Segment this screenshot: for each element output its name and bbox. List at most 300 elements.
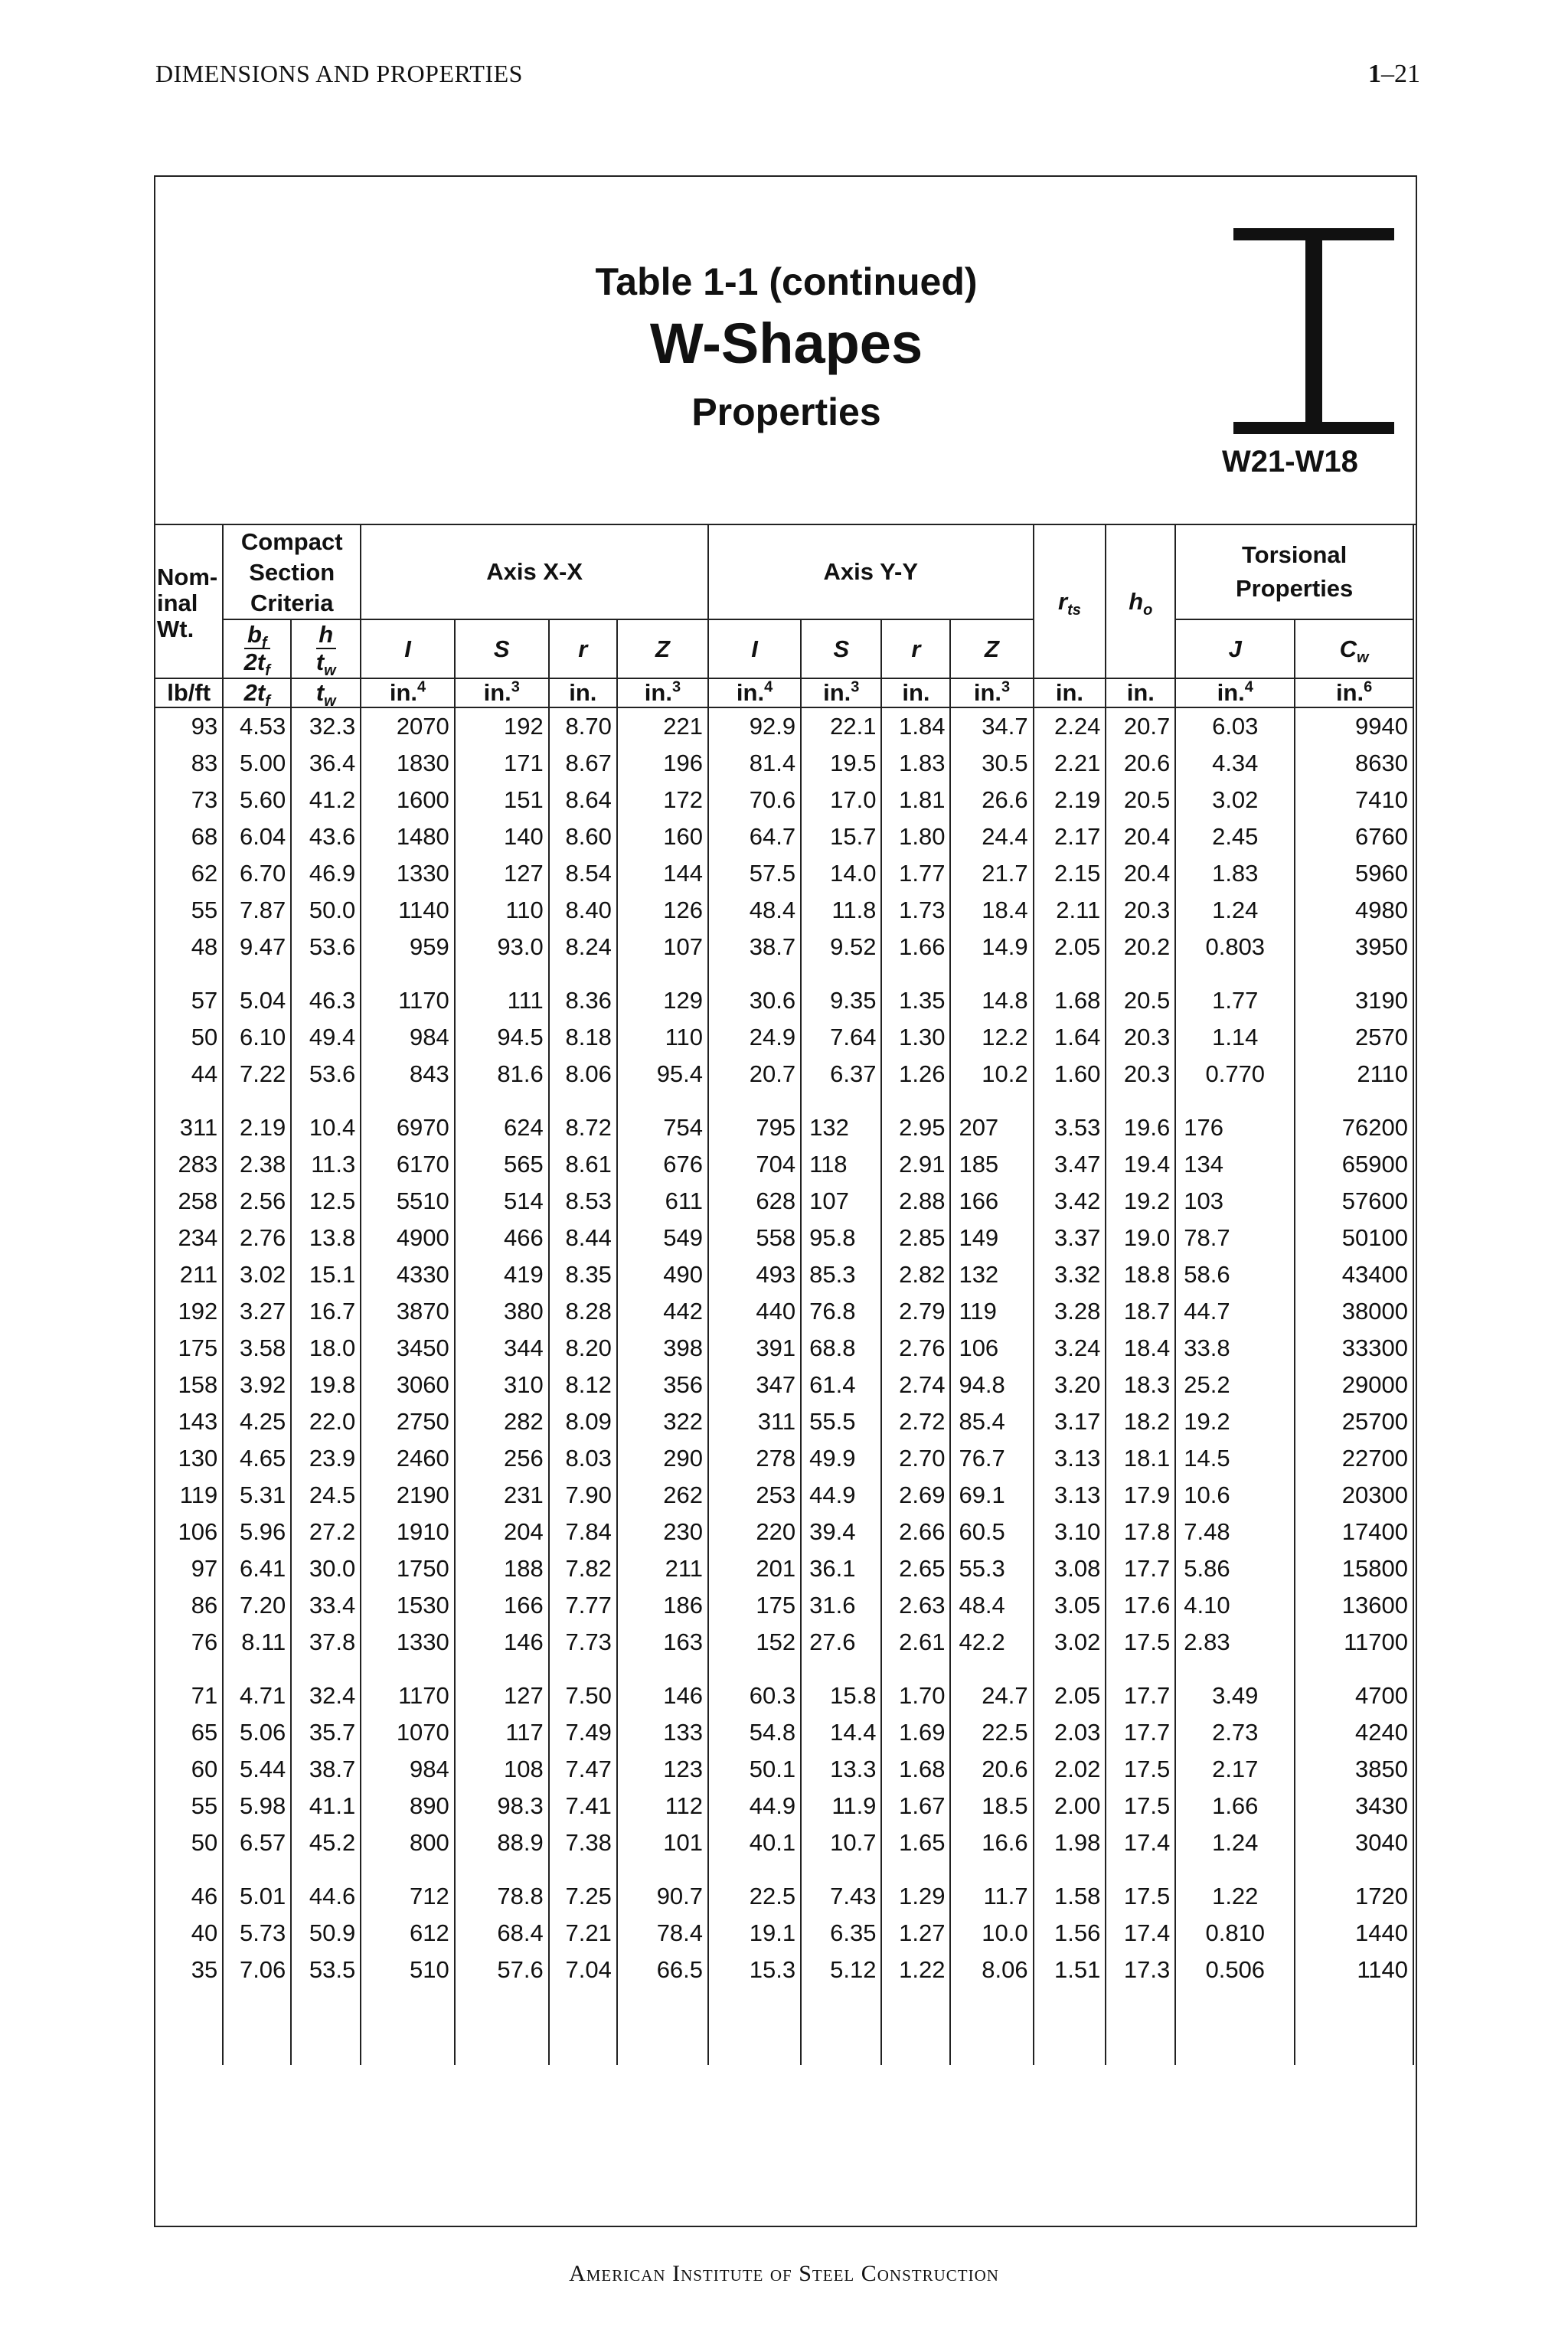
table-cell: 1.27 xyxy=(881,1915,950,1952)
table-cell: 6170 xyxy=(361,1146,455,1183)
table-cell: 76.8 xyxy=(801,1293,881,1330)
table-row xyxy=(155,1788,1413,1824)
table-cell: 44 xyxy=(155,1056,223,1093)
table-row xyxy=(155,818,1413,855)
axis-yy-header: Axis Y-Y xyxy=(708,524,1034,619)
table-cell: 17.7 xyxy=(1106,1714,1175,1751)
table-cell: 33.4 xyxy=(291,1587,361,1624)
table-cell: 15.3 xyxy=(708,1952,801,1988)
table-cell: 466 xyxy=(455,1220,549,1256)
cw-symbol: C xyxy=(1339,635,1357,662)
table-cell: 21.7 xyxy=(950,855,1033,892)
table-cell: 2.38 xyxy=(223,1146,291,1183)
table-cell: 127 xyxy=(455,1677,549,1714)
table-cell: 68.8 xyxy=(801,1330,881,1367)
table-cell: 204 xyxy=(455,1514,549,1550)
table-cell: 110 xyxy=(617,1019,708,1056)
table-row xyxy=(155,1514,1413,1550)
table-cell: 3.17 xyxy=(1034,1403,1106,1440)
properties-table xyxy=(154,524,1414,2065)
table-cell: 17.7 xyxy=(1106,1677,1175,1714)
table-cell: 44.9 xyxy=(801,1477,881,1514)
table-cell: 7.06 xyxy=(223,1952,291,1988)
table-cell: 7410 xyxy=(1295,782,1413,818)
table-cell: 132 xyxy=(950,1256,1033,1293)
table-cell: 81.4 xyxy=(708,745,801,782)
table-cell: 5.44 xyxy=(223,1751,291,1788)
table-cell: 20.3 xyxy=(1106,1056,1175,1093)
table-cell: 712 xyxy=(361,1878,455,1915)
table-number: Table 1-1 (continued) xyxy=(595,260,978,303)
table-cell: 46.3 xyxy=(291,982,361,1019)
table-cell: 4.53 xyxy=(223,707,291,745)
table-cell: 78.7 xyxy=(1175,1220,1295,1256)
tw-subscript: w xyxy=(324,662,336,678)
table-cell: 8.06 xyxy=(950,1952,1033,1988)
table-cell: 93 xyxy=(155,707,223,745)
table-cell: 611 xyxy=(617,1183,708,1220)
table-cell: 843 xyxy=(361,1056,455,1093)
table-cell: 2.69 xyxy=(881,1477,950,1514)
table-cell: 13.3 xyxy=(801,1751,881,1788)
table-cell: 18.2 xyxy=(1106,1403,1175,1440)
table-cell: 3.13 xyxy=(1034,1440,1106,1477)
table-cell: 8.60 xyxy=(549,818,617,855)
table-row xyxy=(155,855,1413,892)
table-cell: 2460 xyxy=(361,1440,455,1477)
table-cell: 8.61 xyxy=(549,1146,617,1183)
table-cell: 22700 xyxy=(1295,1440,1413,1477)
table-cell: 2.21 xyxy=(1034,745,1106,782)
unit-cell: in. xyxy=(549,678,617,707)
table-cell: 71 xyxy=(155,1677,223,1714)
table-cell: 3450 xyxy=(361,1330,455,1367)
table-cell: 38000 xyxy=(1295,1293,1413,1330)
table-cell: 44.7 xyxy=(1175,1293,1295,1330)
table-cell: 146 xyxy=(455,1624,549,1661)
table-cell: 2.19 xyxy=(1034,782,1106,818)
table-cell: 118 xyxy=(801,1146,881,1183)
table-cell: 9.35 xyxy=(801,982,881,1019)
publisher-footer: American Institute of Steel Construction xyxy=(569,2261,999,2286)
table-cell: 1530 xyxy=(361,1587,455,1624)
unit-cell: in.$^6$ xyxy=(1295,678,1413,707)
table-cell: 163 xyxy=(617,1624,708,1661)
table-cell: 160 xyxy=(617,818,708,855)
table-cell: 231 xyxy=(455,1477,549,1514)
table-cell: 1910 xyxy=(361,1514,455,1550)
table-cell: 2.72 xyxy=(881,1403,950,1440)
table-cell: 10.4 xyxy=(291,1109,361,1146)
table-cell: 2.85 xyxy=(881,1220,950,1256)
table-cell: 34.7 xyxy=(950,707,1033,745)
table-cell: 2.61 xyxy=(881,1624,950,1661)
table-cell: 2.03 xyxy=(1034,1714,1106,1751)
unit-cell: in.$^3$ xyxy=(950,678,1033,707)
table-row xyxy=(155,1146,1413,1183)
table-cell: 86 xyxy=(155,1587,223,1624)
table-cell: 221 xyxy=(617,707,708,745)
table-cell: 50.1 xyxy=(708,1751,801,1788)
table-cell: 2.24 xyxy=(1034,707,1106,745)
table-cell: 9.52 xyxy=(801,929,881,965)
table-cell: 3.37 xyxy=(1034,1220,1106,1256)
table-cell: 20.4 xyxy=(1106,855,1175,892)
table-cell: 1.80 xyxy=(881,818,950,855)
table-cell: 2.05 xyxy=(1034,1677,1106,1714)
table-cell: 493 xyxy=(708,1256,801,1293)
table-cell: 7.47 xyxy=(549,1751,617,1788)
table-cell: 11.9 xyxy=(801,1788,881,1824)
table-cell: 1.84 xyxy=(881,707,950,745)
table-row xyxy=(155,1878,1413,1915)
bf-symbol: b xyxy=(247,621,262,648)
unit-cell: in.$^3$ xyxy=(801,678,881,707)
table-cell: 8.20 xyxy=(549,1330,617,1367)
table-cell: 612 xyxy=(361,1915,455,1952)
table-cell: 83 xyxy=(155,745,223,782)
table-cell: 39.4 xyxy=(801,1514,881,1550)
table-cell: 440 xyxy=(708,1293,801,1330)
table-row xyxy=(155,1440,1413,1477)
table-row xyxy=(155,707,1413,745)
table-end-padding xyxy=(155,1988,1413,2065)
table-cell: 3.13 xyxy=(1034,1477,1106,1514)
table-cell: 5.12 xyxy=(801,1952,881,1988)
table-cell: 32.3 xyxy=(291,707,361,745)
table-cell: 73 xyxy=(155,782,223,818)
table-row xyxy=(155,1256,1413,1293)
h-tw-header xyxy=(291,619,361,678)
table-cell: 24.4 xyxy=(950,818,1033,855)
nominal-header-l1: Nom- xyxy=(157,563,218,590)
table-cell: 1170 xyxy=(361,982,455,1019)
table-cell: 1.24 xyxy=(1175,892,1295,929)
table-cell: 7.20 xyxy=(223,1587,291,1624)
table-cell: 117 xyxy=(455,1714,549,1751)
table-cell: 112 xyxy=(617,1788,708,1824)
table-cell: 8.35 xyxy=(549,1256,617,1293)
table-cell: 53.5 xyxy=(291,1952,361,1988)
table-cell: 10.0 xyxy=(950,1915,1033,1952)
table-cell: 1.77 xyxy=(1175,982,1295,1019)
table-cell: 53.6 xyxy=(291,929,361,965)
table-cell: 1.83 xyxy=(881,745,950,782)
table-cell: 26.6 xyxy=(950,782,1033,818)
table-cell: 43400 xyxy=(1295,1256,1413,1293)
table-row xyxy=(155,1330,1413,1367)
table-cell: 1.29 xyxy=(881,1878,950,1915)
table-cell: 98.3 xyxy=(455,1788,549,1824)
table-cell: 17.6 xyxy=(1106,1587,1175,1624)
table-row xyxy=(155,745,1413,782)
table-cell: 36.4 xyxy=(291,745,361,782)
shape-range: W21-W18 xyxy=(1222,445,1358,479)
table-cell: 171 xyxy=(455,745,549,782)
table-cell: 2.66 xyxy=(881,1514,950,1550)
bf-2tf-header xyxy=(223,619,291,678)
table-cell: 7.73 xyxy=(549,1624,617,1661)
table-cell: 5.01 xyxy=(223,1878,291,1915)
table-cell: 50.9 xyxy=(291,1915,361,1952)
table-cell: 1.51 xyxy=(1034,1952,1106,1988)
table-cell: 185 xyxy=(950,1146,1033,1183)
zx-header: Z xyxy=(617,619,708,678)
table-cell: 19.1 xyxy=(708,1915,801,1952)
table-cell: 108 xyxy=(455,1751,549,1788)
table-cell: 140 xyxy=(455,818,549,855)
table-cell: 1.65 xyxy=(881,1824,950,1861)
table-cell: 50100 xyxy=(1295,1220,1413,1256)
table-cell: 311 xyxy=(155,1109,223,1146)
table-cell: 49.4 xyxy=(291,1019,361,1056)
table-row xyxy=(155,1367,1413,1403)
table-cell: 510 xyxy=(361,1952,455,1988)
table-row xyxy=(155,929,1413,965)
table-row xyxy=(155,1403,1413,1440)
table-cell: 4900 xyxy=(361,1220,455,1256)
ho-symbol: h xyxy=(1129,587,1144,615)
table-cell: 12.5 xyxy=(291,1183,361,1220)
table-cell: 31.6 xyxy=(801,1587,881,1624)
table-cell: 800 xyxy=(361,1824,455,1861)
table-cell: 7.04 xyxy=(549,1952,617,1988)
table-cell: 133 xyxy=(617,1714,708,1751)
table-cell: 81.6 xyxy=(455,1056,549,1093)
table-cell: 61.4 xyxy=(801,1367,881,1403)
table-cell: 20.4 xyxy=(1106,818,1175,855)
table-cell: 220 xyxy=(708,1514,801,1550)
table-row xyxy=(155,1915,1413,1952)
table-cell: 143 xyxy=(155,1403,223,1440)
table-cell: 3190 xyxy=(1295,982,1413,1019)
table-cell: 7.50 xyxy=(549,1677,617,1714)
table-cell: 36.1 xyxy=(801,1550,881,1587)
zy-header: Z xyxy=(950,619,1033,678)
table-cell: 57.5 xyxy=(708,855,801,892)
table-cell: 48.4 xyxy=(708,892,801,929)
table-cell: 8.70 xyxy=(549,707,617,745)
table-cell: 4980 xyxy=(1295,892,1413,929)
table-cell: 55 xyxy=(155,1788,223,1824)
table-cell: 8.67 xyxy=(549,745,617,782)
table-cell: 11700 xyxy=(1295,1624,1413,1661)
table-cell: 258 xyxy=(155,1183,223,1220)
table-cell: 676 xyxy=(617,1146,708,1183)
nominal-header-l2: inal xyxy=(157,589,198,616)
table-cell: 9940 xyxy=(1295,707,1413,745)
table-cell: 2.91 xyxy=(881,1146,950,1183)
table-cell: 7.21 xyxy=(549,1915,617,1952)
table-cell: 15.1 xyxy=(291,1256,361,1293)
table-cell: 17.5 xyxy=(1106,1878,1175,1915)
table-cell: 22.1 xyxy=(801,707,881,745)
table-cell: 7.43 xyxy=(801,1878,881,1915)
table-cell: 29000 xyxy=(1295,1367,1413,1403)
table-cell: 1140 xyxy=(1295,1952,1413,1988)
table-cell: 85.3 xyxy=(801,1256,881,1293)
table-cell: 1.81 xyxy=(881,782,950,818)
table-cell: 3.05 xyxy=(1034,1587,1106,1624)
table-cell: 20300 xyxy=(1295,1477,1413,1514)
table-cell: 30.0 xyxy=(291,1550,361,1587)
table-cell: 391 xyxy=(708,1330,801,1367)
table-cell: 78.8 xyxy=(455,1878,549,1915)
table-cell: 754 xyxy=(617,1109,708,1146)
table-cell: 7.48 xyxy=(1175,1514,1295,1550)
rts-symbol: r xyxy=(1058,587,1068,615)
sy-header: S xyxy=(801,619,881,678)
table-cell: 2.74 xyxy=(881,1367,950,1403)
table-cell: 8.24 xyxy=(549,929,617,965)
table-cell: 20.5 xyxy=(1106,982,1175,1019)
table-cell: 1.68 xyxy=(1034,982,1106,1019)
table-cell: 10.7 xyxy=(801,1824,881,1861)
table-cell: 11.8 xyxy=(801,892,881,929)
table-cell: 5.86 xyxy=(1175,1550,1295,1587)
table-cell: 1330 xyxy=(361,1624,455,1661)
table-cell: 65900 xyxy=(1295,1146,1413,1183)
table-cell: 262 xyxy=(617,1477,708,1514)
table-cell: 94.8 xyxy=(950,1367,1033,1403)
table-cell: 32.4 xyxy=(291,1677,361,1714)
table-cell: 2.00 xyxy=(1034,1788,1106,1824)
table-cell: 4700 xyxy=(1295,1677,1413,1714)
table-cell: 25700 xyxy=(1295,1403,1413,1440)
table-cell: 959 xyxy=(361,929,455,965)
ho-header xyxy=(1106,524,1175,678)
table-cell: 18.1 xyxy=(1106,1440,1175,1477)
unit-cell: in. xyxy=(881,678,950,707)
table-cell: 3.02 xyxy=(1175,782,1295,818)
table-cell: 27.2 xyxy=(291,1514,361,1550)
table-cell: 41.1 xyxy=(291,1788,361,1824)
table-row xyxy=(155,1019,1413,1056)
table-cell: 230 xyxy=(617,1514,708,1550)
table-cell: 311 xyxy=(708,1403,801,1440)
ix-header: I xyxy=(361,619,455,678)
table-cell: 19.2 xyxy=(1175,1403,1295,1440)
table-cell: 322 xyxy=(617,1403,708,1440)
table-cell: 60.5 xyxy=(950,1514,1033,1550)
table-cell: 19.6 xyxy=(1106,1109,1175,1146)
table-cell: 1750 xyxy=(361,1550,455,1587)
table-cell: 176 xyxy=(1175,1109,1295,1146)
group-spacer xyxy=(155,1861,1413,1878)
table-cell: 62 xyxy=(155,855,223,892)
unit-cell: $t_w$ xyxy=(291,678,361,707)
table-cell: 24.9 xyxy=(708,1019,801,1056)
table-cell: 35 xyxy=(155,1952,223,1988)
table-cell: 27.6 xyxy=(801,1624,881,1661)
table-cell: 984 xyxy=(361,1019,455,1056)
table-cell: 2.02 xyxy=(1034,1751,1106,1788)
table-cell: 1.22 xyxy=(1175,1878,1295,1915)
compact-header-l2: Section xyxy=(249,559,335,586)
table-cell: 7.82 xyxy=(549,1550,617,1587)
table-cell: 3040 xyxy=(1295,1824,1413,1861)
table-cell: 11.7 xyxy=(950,1878,1033,1915)
table-cell: 44.9 xyxy=(708,1788,801,1824)
table-cell: 196 xyxy=(617,745,708,782)
table-cell: 18.4 xyxy=(950,892,1033,929)
table-row xyxy=(155,892,1413,929)
table-cell: 8.53 xyxy=(549,1183,617,1220)
table-cell: 95.8 xyxy=(801,1220,881,1256)
running-head: DIMENSIONS AND PROPERTIES xyxy=(155,60,523,87)
table-cell: 1.26 xyxy=(881,1056,950,1093)
page-number-rest: –21 xyxy=(1381,60,1420,88)
table-cell: 42.2 xyxy=(950,1624,1033,1661)
table-cell: 2.83 xyxy=(1175,1624,1295,1661)
table-cell: 192 xyxy=(155,1293,223,1330)
table-cell: 6970 xyxy=(361,1109,455,1146)
table-cell: 2.05 xyxy=(1034,929,1106,965)
table-cell: 106 xyxy=(950,1330,1033,1367)
table-cell: 8.03 xyxy=(549,1440,617,1477)
table-cell: 22.0 xyxy=(291,1403,361,1440)
table-cell: 88.9 xyxy=(455,1824,549,1861)
table-cell: 40 xyxy=(155,1915,223,1952)
table-cell: 8.12 xyxy=(549,1367,617,1403)
table-cell: 3.49 xyxy=(1175,1677,1295,1714)
table-cell: 1480 xyxy=(361,818,455,855)
table-cell: 1070 xyxy=(361,1714,455,1751)
table-cell: 9.47 xyxy=(223,929,291,965)
torsional-header-l2: Properties xyxy=(1235,575,1354,602)
axis-xx-header: Axis X-X xyxy=(361,524,708,619)
table-cell: 3.02 xyxy=(1034,1624,1106,1661)
table-cell: 1.14 xyxy=(1175,1019,1295,1056)
table-cell: 49.9 xyxy=(801,1440,881,1477)
table-cell: 984 xyxy=(361,1751,455,1788)
table-row xyxy=(155,1714,1413,1751)
table-cell: 146 xyxy=(617,1677,708,1714)
table-cell: 6.03 xyxy=(1175,707,1295,745)
table-cell: 126 xyxy=(617,892,708,929)
compact-section-header xyxy=(223,524,361,619)
table-cell: 6760 xyxy=(1295,818,1413,855)
table-cell: 4.65 xyxy=(223,1440,291,1477)
table-cell: 5.04 xyxy=(223,982,291,1019)
table-cell: 10.2 xyxy=(950,1056,1033,1093)
table-cell: 6.37 xyxy=(801,1056,881,1093)
table-cell: 4.71 xyxy=(223,1677,291,1714)
table-cell: 6.04 xyxy=(223,818,291,855)
unit-cell: in.$^4$ xyxy=(708,678,801,707)
table-cell: 17.7 xyxy=(1106,1550,1175,1587)
table-cell: 3.58 xyxy=(223,1330,291,1367)
table-cell: 20.6 xyxy=(1106,745,1175,782)
unit-cell: in.$^4$ xyxy=(361,678,455,707)
table-cell: 2070 xyxy=(361,707,455,745)
table-cell: 1.56 xyxy=(1034,1915,1106,1952)
units-row xyxy=(155,678,1413,707)
table-cell: 175 xyxy=(155,1330,223,1367)
table-cell: 2.79 xyxy=(881,1293,950,1330)
table-cell: 3850 xyxy=(1295,1751,1413,1788)
table-cell: 58.6 xyxy=(1175,1256,1295,1293)
table-cell: 1830 xyxy=(361,745,455,782)
table-cell: 76 xyxy=(155,1624,223,1661)
table-cell: 3.10 xyxy=(1034,1514,1106,1550)
table-cell: 20.5 xyxy=(1106,782,1175,818)
table-cell: 1.35 xyxy=(881,982,950,1019)
table-cell: 188 xyxy=(455,1550,549,1587)
table-cell: 558 xyxy=(708,1220,801,1256)
table-cell: 0.506 xyxy=(1175,1952,1295,1988)
table-cell: 11.3 xyxy=(291,1146,361,1183)
